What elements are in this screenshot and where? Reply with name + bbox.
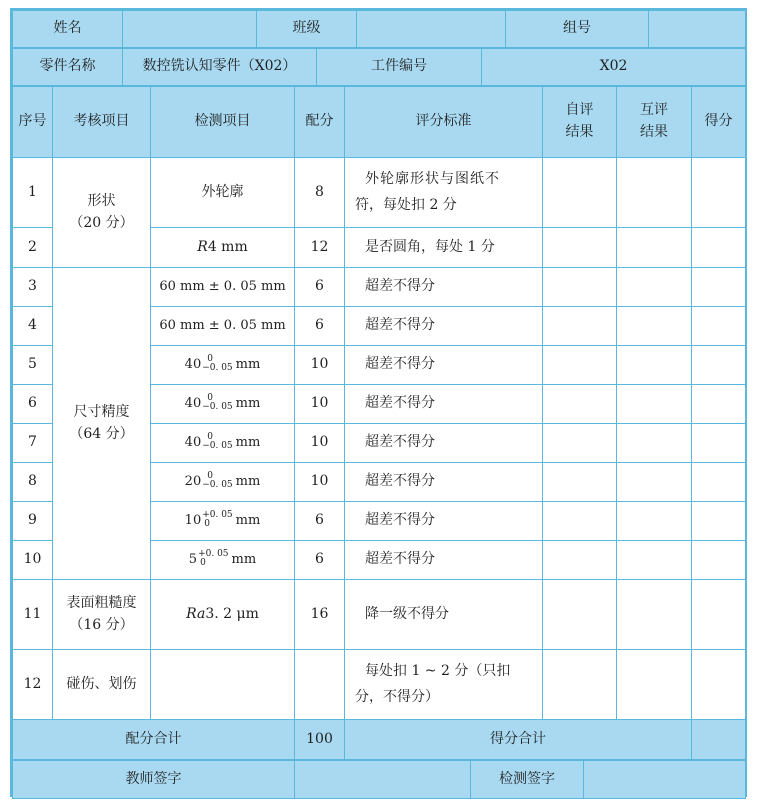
self-eval-cell[interactable] (543, 424, 617, 463)
dim-unit: mm (235, 473, 261, 489)
row-criteria: 降一级不得分 (345, 580, 543, 650)
peer-eval-cell[interactable] (617, 424, 692, 463)
check-item (151, 228, 295, 268)
tol-lower: 0 (204, 519, 210, 530)
result-cell[interactable] (692, 541, 746, 580)
inspect-sign-field[interactable] (584, 761, 746, 799)
total-result-label: 得分合计 (345, 720, 692, 760)
result-cell[interactable] (692, 346, 746, 385)
tolerance (202, 394, 232, 413)
dim-unit: mm (235, 434, 261, 450)
row-no: 1 (13, 158, 53, 228)
tol-lower: −0. 05 (202, 402, 233, 413)
check-item: 外轮廓 (151, 158, 295, 228)
tol-upper: 0 (207, 470, 213, 481)
signature-table (12, 760, 746, 799)
peer-eval-cell[interactable] (617, 502, 692, 541)
class-value[interactable] (357, 11, 506, 48)
part-name-label: 零件名称 (13, 49, 123, 86)
self-eval-cell[interactable] (543, 541, 617, 580)
header-peer-eval-line1: 互评 (640, 102, 668, 119)
inspection-sheet (10, 8, 747, 797)
self-eval-cell[interactable] (543, 307, 617, 346)
row-criteria: 超差不得分 (345, 346, 543, 385)
header-criteria: 评分标准 (345, 87, 543, 158)
check-italic: Ra (186, 605, 206, 622)
header-score: 配分 (295, 87, 345, 158)
row-score: 12 (295, 228, 345, 268)
group-shape-line1: 形状 (87, 192, 116, 209)
tol-upper: +0. 05 (202, 509, 233, 520)
teacher-sign-label: 教师签字 (13, 761, 295, 799)
dim-base: 5 (188, 551, 198, 567)
check-rest: 4 mm (207, 238, 248, 255)
row-criteria: 超差不得分 (345, 502, 543, 541)
dim-unit: mm (235, 356, 261, 372)
row-score: 10 (295, 346, 345, 385)
row-score: 6 (295, 541, 345, 580)
row-score: 6 (295, 502, 345, 541)
check-item (151, 502, 295, 541)
result-cell[interactable] (692, 650, 746, 720)
work-no-value: X02 (482, 49, 746, 86)
group-damage: 碰伤、划伤 (53, 650, 151, 720)
row-score (295, 650, 345, 720)
total-score-value: 100 (295, 720, 345, 760)
result-cell[interactable] (692, 228, 746, 268)
result-cell[interactable] (692, 158, 746, 228)
header-peer-eval-line2: 结果 (640, 124, 668, 140)
tol-lower: 0 (200, 558, 206, 569)
work-no-label: 工件编号 (317, 49, 482, 86)
table-row (13, 268, 746, 307)
result-cell[interactable] (692, 307, 746, 346)
peer-eval-cell[interactable] (617, 580, 692, 650)
total-score-label: 配分合计 (13, 720, 295, 760)
group-size-line2: （64 分） (69, 425, 134, 442)
row-criteria: 超差不得分 (345, 307, 543, 346)
check-item (151, 385, 295, 424)
self-eval-cell[interactable] (543, 580, 617, 650)
result-cell[interactable] (692, 463, 746, 502)
header-check: 检测项目 (151, 87, 295, 158)
tolerance (202, 511, 232, 530)
row-no: 11 (13, 580, 53, 650)
group-shape-line2: （20 分） (69, 214, 134, 231)
dim-unit: mm (235, 395, 261, 411)
tolerance (202, 355, 232, 374)
check-item (151, 541, 295, 580)
dim-base: 10 (184, 512, 202, 528)
check-item (151, 463, 295, 502)
table-row (13, 158, 746, 228)
result-cell[interactable] (692, 424, 746, 463)
header-seq: 序号 (13, 87, 53, 158)
group-surface (53, 580, 151, 650)
row-criteria: 超差不得分 (345, 463, 543, 502)
row-criteria (345, 650, 543, 720)
tol-upper: 0 (207, 353, 213, 364)
header-self-eval-line2: 结果 (565, 124, 594, 140)
dim-base: 40 (184, 395, 202, 411)
row-no: 12 (13, 650, 53, 720)
class-label: 班级 (257, 11, 357, 48)
check-item (151, 424, 295, 463)
result-cell[interactable] (692, 268, 746, 307)
group-size (53, 268, 151, 580)
peer-eval-cell[interactable] (617, 541, 692, 580)
row-criteria: 超差不得分 (345, 268, 543, 307)
inspect-sign-label: 检测签字 (471, 761, 584, 799)
row-score: 6 (295, 307, 345, 346)
total-result-value[interactable] (692, 720, 746, 760)
dim-unit: mm (235, 512, 261, 528)
teacher-sign-field[interactable] (295, 761, 471, 799)
row-criteria: 超差不得分 (345, 424, 543, 463)
peer-eval-cell[interactable] (617, 228, 692, 268)
row-score: 10 (295, 385, 345, 424)
info-table-1 (12, 10, 746, 48)
row-no: 4 (13, 307, 53, 346)
row-no: 7 (13, 424, 53, 463)
tol-upper: 0 (207, 392, 213, 403)
row-score: 10 (295, 424, 345, 463)
row-criteria: 超差不得分 (345, 385, 543, 424)
row-no: 10 (13, 541, 53, 580)
check-italic: R (197, 238, 208, 255)
group-value[interactable] (649, 11, 746, 48)
peer-eval-cell[interactable] (617, 158, 692, 228)
row-no: 9 (13, 502, 53, 541)
tol-upper: +0. 05 (198, 548, 229, 559)
tol-lower: −0. 05 (202, 441, 233, 452)
self-eval-cell[interactable] (543, 268, 617, 307)
group-surface-line1: 表面粗糙度 (66, 594, 137, 611)
self-eval-cell[interactable] (543, 346, 617, 385)
tol-lower: −0. 05 (202, 480, 233, 491)
criteria-line1: 外轮廓形状与图纸不 (365, 170, 500, 187)
name-label: 姓名 (13, 11, 123, 48)
table-row (13, 650, 746, 720)
tolerance (198, 550, 228, 569)
self-eval-cell[interactable] (543, 650, 617, 720)
row-no: 3 (13, 268, 53, 307)
row-score: 6 (295, 268, 345, 307)
tol-lower: −0. 05 (202, 363, 233, 374)
peer-eval-cell[interactable] (617, 463, 692, 502)
result-cell[interactable] (692, 385, 746, 424)
scoring-table (12, 86, 746, 760)
result-cell[interactable] (692, 580, 746, 650)
check-item: 60 mm ± 0. 05 mm (151, 268, 295, 307)
group-size-line1: 尺寸精度 (73, 403, 130, 420)
row-score: 8 (295, 158, 345, 228)
group-shape (53, 158, 151, 268)
table-row (13, 580, 746, 650)
peer-eval-cell[interactable] (617, 307, 692, 346)
check-item (151, 650, 295, 720)
group-label: 组号 (506, 11, 649, 48)
self-eval-cell[interactable] (543, 502, 617, 541)
header-self-eval (543, 87, 617, 158)
criteria-line2: 符，每处扣 2 分 (355, 196, 457, 213)
peer-eval-cell[interactable] (617, 268, 692, 307)
row-no: 8 (13, 463, 53, 502)
group-surface-line2: （16 分） (69, 616, 134, 633)
tolerance (202, 472, 232, 491)
self-eval-cell[interactable] (543, 385, 617, 424)
self-eval-cell[interactable] (543, 228, 617, 268)
row-criteria: 是否圆角，每处 1 分 (345, 228, 543, 268)
check-rest: 3. 2 μm (205, 605, 259, 622)
peer-eval-cell[interactable] (617, 650, 692, 720)
self-eval-cell[interactable] (543, 158, 617, 228)
name-value[interactable] (123, 11, 257, 48)
peer-eval-cell[interactable] (617, 385, 692, 424)
tolerance (202, 433, 232, 452)
row-no: 2 (13, 228, 53, 268)
criteria-line1: 每处扣 1 ~ 2 分（只扣 (365, 662, 511, 679)
check-item (151, 346, 295, 385)
dim-base: 40 (184, 356, 202, 372)
header-item: 考核项目 (53, 87, 151, 158)
header-peer-eval (617, 87, 692, 158)
result-cell[interactable] (692, 502, 746, 541)
row-no: 5 (13, 346, 53, 385)
dim-base: 40 (184, 434, 202, 450)
part-name-value: 数控铣认知零件（X02） (123, 49, 317, 86)
row-no: 6 (13, 385, 53, 424)
row-score: 10 (295, 463, 345, 502)
check-item (151, 580, 295, 650)
row-criteria (345, 158, 543, 228)
tol-upper: 0 (207, 431, 213, 442)
check-item: 60 mm ± 0. 05 mm (151, 307, 295, 346)
self-eval-cell[interactable] (543, 463, 617, 502)
dim-base: 20 (184, 473, 202, 489)
info-table-2 (12, 48, 746, 86)
header-self-eval-line1: 自评 (565, 102, 594, 119)
row-criteria: 超差不得分 (345, 541, 543, 580)
dim-unit: mm (231, 551, 257, 567)
header-result: 得分 (692, 87, 746, 158)
row-score: 16 (295, 580, 345, 650)
criteria-line2: 分，不得分） (355, 688, 439, 705)
peer-eval-cell[interactable] (617, 346, 692, 385)
